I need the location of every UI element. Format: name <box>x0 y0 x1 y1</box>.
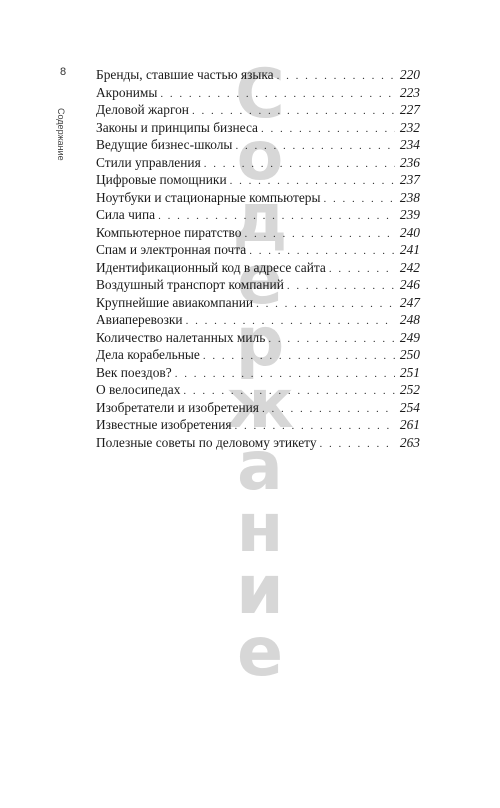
toc-entry-title: Идентификационный код в адресе сайта <box>96 259 326 275</box>
toc-entry-page: 237 <box>399 172 420 187</box>
toc-entry-page: 220 <box>399 67 420 82</box>
running-head: Содержание <box>56 108 66 161</box>
toc-entry-title: Количество налетанных миль <box>96 329 266 345</box>
toc-entry-page: 254 <box>399 399 420 415</box>
watermark-letter: ж <box>226 365 294 444</box>
toc-entry-title: Цифровые помощники <box>96 172 227 187</box>
watermark-letter: е <box>236 241 284 320</box>
toc-entry-page: 238 <box>399 189 420 205</box>
toc-entry-page: 236 <box>399 154 420 170</box>
toc-entry-title: Воздушный транспорт компаний <box>96 277 284 292</box>
toc-entry-page: 248 <box>399 312 420 327</box>
toc-entry-title: Спам и электронная почта <box>96 242 247 257</box>
toc-entry-page: 250 <box>399 347 420 362</box>
toc-dot-leader <box>235 138 395 156</box>
toc-entry[interactable] <box>96 276 420 294</box>
toc-entry-page: 240 <box>399 224 420 240</box>
watermark-letter: и <box>236 551 284 630</box>
toc-entry-title: Законы и принципы бизнеса <box>96 119 258 135</box>
toc-entry[interactable] <box>96 119 420 137</box>
toc-dot-leader <box>287 278 395 296</box>
toc-entry[interactable] <box>96 101 420 119</box>
watermark-letter: д <box>232 179 288 258</box>
toc-entry-page: 247 <box>399 294 420 310</box>
toc-entry-title: Акронимы <box>96 84 158 100</box>
toc-dot-leader <box>277 68 395 86</box>
toc-entry-title: Ноутбуки и стационарные компьютеры <box>96 189 321 205</box>
toc-entry-page: 249 <box>399 329 420 345</box>
toc-entry-title: Деловой жаргон <box>96 102 189 117</box>
watermark-letter: о <box>236 117 284 196</box>
toc-entry-page: 234 <box>399 137 420 152</box>
toc-entry-title: Бренды, ставшие частью языка <box>96 67 274 82</box>
toc-entry-title: Век поездов? <box>96 364 172 380</box>
toc-entry[interactable] <box>96 154 420 172</box>
toc-entry-title: Полезные советы по деловому этикету <box>96 434 317 450</box>
toc-entry-page: 232 <box>399 119 420 135</box>
watermark-letter: н <box>236 489 284 568</box>
toc-entry[interactable] <box>96 329 420 347</box>
toc-entry[interactable] <box>96 399 420 417</box>
watermark-letter: р <box>235 303 285 382</box>
toc-entry[interactable] <box>96 241 420 259</box>
toc-entry-page: 242 <box>399 259 420 275</box>
toc-entry-title: Сила чипа <box>96 207 156 222</box>
toc-entry-page: 227 <box>399 102 420 117</box>
toc-entry-title: Авиаперевозки <box>96 312 183 327</box>
toc-entry-title: Компьютерное пиратство <box>96 224 242 240</box>
watermark-letter: С <box>235 55 285 134</box>
toc-entry-page: 263 <box>399 434 420 450</box>
toc-entry-page: 251 <box>399 364 420 380</box>
toc-entry[interactable] <box>96 136 420 154</box>
toc-entry-page: 246 <box>399 277 420 292</box>
toc-dot-leader <box>329 261 395 279</box>
toc-entry[interactable] <box>96 259 420 277</box>
toc-entry-page: 223 <box>399 84 420 100</box>
toc-entry-title: Известные изобретения <box>96 417 232 432</box>
toc-entry-page: 252 <box>399 382 420 397</box>
toc-entry-title: О велосипедах <box>96 382 181 397</box>
toc-dot-leader <box>204 156 395 174</box>
toc-dot-leader <box>256 296 395 314</box>
toc-entry[interactable] <box>96 311 420 329</box>
toc-dot-leader <box>160 86 395 104</box>
toc-entry-title: Крупнейшие авиакомпании <box>96 294 254 310</box>
toc-entry-title: Дела корабельные <box>96 347 200 362</box>
toc-entry[interactable] <box>96 381 420 399</box>
toc-dot-leader <box>268 331 395 349</box>
toc-entry-page: 241 <box>399 242 420 257</box>
toc-entry[interactable] <box>96 189 420 207</box>
toc-entry[interactable] <box>96 171 420 189</box>
toc-dot-leader <box>323 191 395 209</box>
toc-dot-leader <box>175 366 395 384</box>
toc-dot-leader <box>262 401 395 419</box>
toc-entry[interactable] <box>96 224 420 242</box>
toc-entry-page: 239 <box>399 207 420 222</box>
toc-dot-leader <box>261 121 395 139</box>
toc-entry-page: 261 <box>399 417 420 432</box>
page-number: 8 <box>60 66 67 78</box>
toc-dot-leader <box>203 348 395 366</box>
toc-entry[interactable] <box>96 434 420 452</box>
toc-dot-leader <box>320 436 395 454</box>
toc-entry[interactable] <box>96 346 420 364</box>
toc-entry-title: Ведущие бизнес-школы <box>96 137 233 152</box>
toc-entry[interactable] <box>96 84 420 102</box>
table-of-contents <box>96 55 420 451</box>
toc-entry[interactable] <box>96 206 420 224</box>
watermark-letter: е <box>236 613 284 692</box>
toc-dot-leader <box>244 226 395 244</box>
toc-entry-title: Изобретатели и изобретения <box>96 399 259 415</box>
watermark-letter: а <box>237 427 283 506</box>
toc-entry[interactable] <box>96 364 420 382</box>
toc-entry[interactable] <box>96 416 420 434</box>
toc-entry[interactable] <box>96 294 420 312</box>
toc-entry-title: Стили управления <box>96 154 201 170</box>
toc-entry[interactable] <box>96 66 420 84</box>
